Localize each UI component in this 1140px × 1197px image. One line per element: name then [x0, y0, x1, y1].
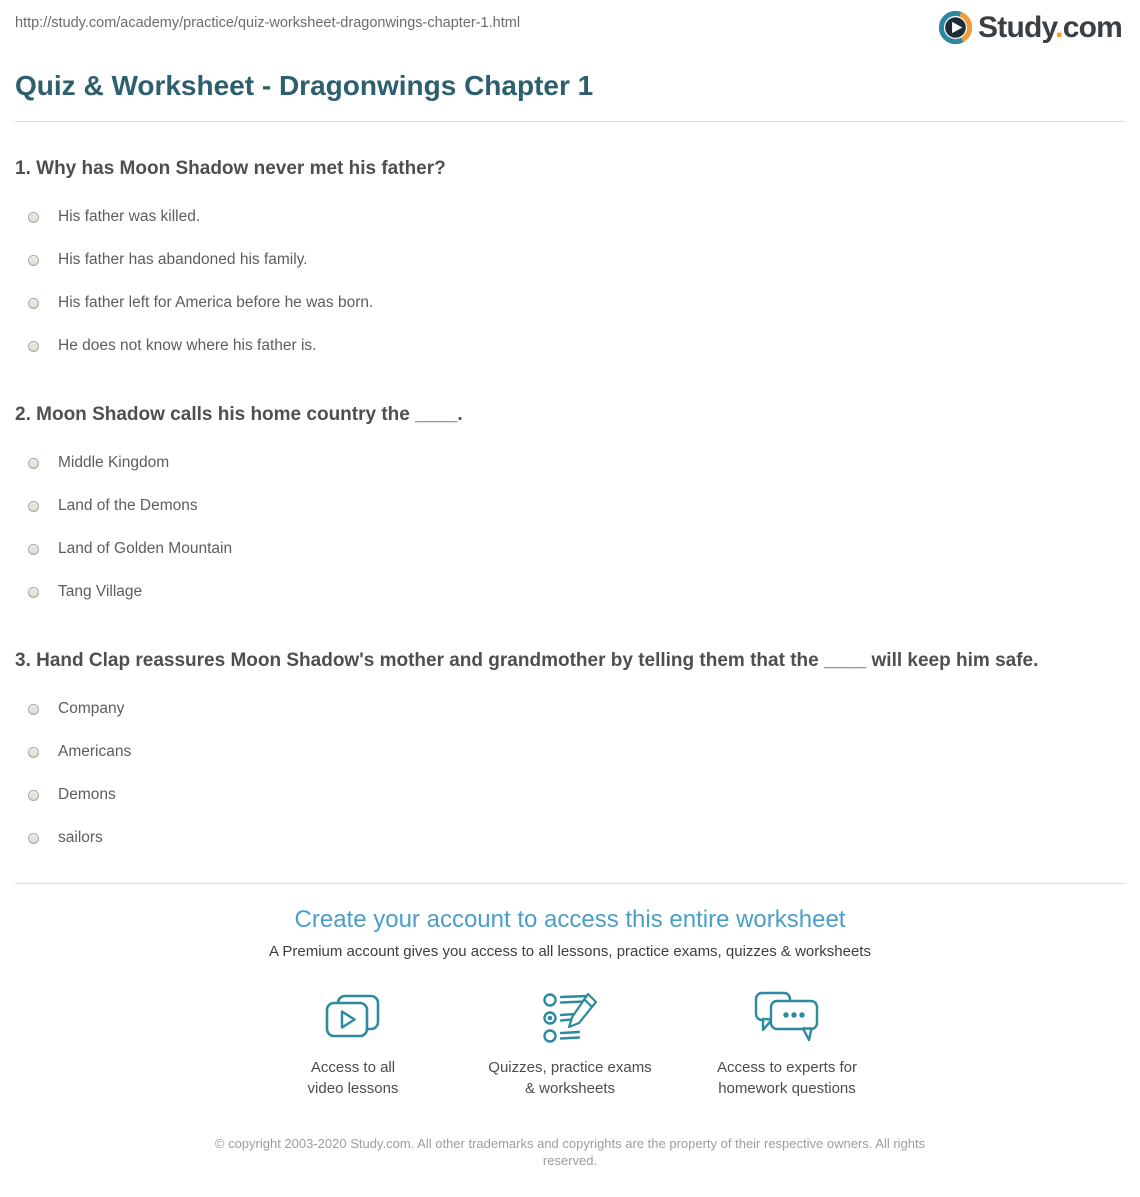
question-3-option-2[interactable]	[28, 743, 1125, 761]
option-label: Land of Golden Mountain	[58, 540, 233, 557]
option-label: Land of the Demons	[58, 497, 198, 514]
radio-button[interactable]	[28, 255, 39, 266]
option-label: His father left for America before he was born.	[58, 294, 374, 311]
radio-button[interactable]	[28, 341, 39, 352]
option-label: He does not know where his father is.	[58, 337, 317, 354]
page-url: http://study.com/academy/practice/quiz-worksheet-dragonwings-chapter-1.html	[15, 15, 521, 31]
option-label: Company	[58, 700, 125, 717]
copyright-text: © copyright 2003-2020 Study.com. All other trademarks and copyrights are the property of their respective owners. All rights reserved.	[214, 1136, 926, 1168]
studycom-play-icon	[938, 10, 973, 45]
question-1-option-1[interactable]	[28, 208, 1125, 226]
radio-button[interactable]	[28, 501, 39, 512]
question-3	[15, 647, 1125, 847]
radio-button[interactable]	[28, 544, 39, 555]
option-label: Middle Kingdom	[58, 454, 170, 471]
radio-button[interactable]	[28, 704, 39, 715]
option-label: His father has abandoned his family.	[58, 251, 308, 268]
feature-expert-help	[679, 990, 896, 1099]
cta-divider	[15, 883, 1125, 884]
header-bar	[0, 0, 1140, 54]
feature-row	[15, 990, 1125, 1099]
option-label: sailors	[58, 829, 103, 846]
radio-button[interactable]	[28, 212, 39, 223]
video-lessons-icon	[324, 994, 382, 1044]
question-2	[15, 401, 1125, 601]
question-2-text: 2. Moon Shadow calls his home country the ____.	[15, 404, 463, 425]
radio-button[interactable]	[28, 790, 39, 801]
feature-label: Access to experts for homework questions	[716, 1059, 858, 1097]
radio-button[interactable]	[28, 298, 39, 309]
option-label: Tang Village	[58, 583, 143, 600]
question-1-option-2[interactable]	[28, 251, 1125, 269]
question-2-option-3[interactable]	[28, 540, 1125, 558]
question-1-option-4[interactable]	[28, 337, 1125, 355]
studycom-logo[interactable]	[938, 10, 1122, 45]
question-1	[15, 155, 1125, 355]
question-3-text: 3. Hand Clap reassures Moon Shadow's mother and grandmother by telling them that the ____ will keep him safe.	[15, 650, 1039, 671]
option-label: Demons	[58, 786, 116, 803]
radio-button[interactable]	[28, 587, 39, 598]
question-1-text: 1. Why has Moon Shadow never met his father?	[15, 158, 446, 179]
cta-heading: Create your account to access this entire worksheet	[294, 906, 846, 933]
question-2-option-4[interactable]	[28, 583, 1125, 601]
question-3-option-3[interactable]	[28, 786, 1125, 804]
radio-button[interactable]	[28, 833, 39, 844]
question-3-option-4[interactable]	[28, 829, 1125, 847]
question-2-option-1[interactable]	[28, 454, 1125, 472]
title-divider	[15, 121, 1125, 122]
quiz-worksheet-icon	[541, 992, 599, 1044]
feature-quizzes-worksheets	[462, 990, 679, 1099]
feature-label: Access to all video lessons	[307, 1059, 399, 1097]
question-1-option-3[interactable]	[28, 294, 1125, 312]
studycom-logo-text: Study.com	[978, 10, 1122, 44]
option-label: Americans	[58, 743, 132, 760]
feature-label: Quizzes, practice exams & worksheets	[488, 1059, 652, 1097]
radio-button[interactable]	[28, 747, 39, 758]
option-label: His father was killed.	[58, 208, 201, 225]
question-2-option-2[interactable]	[28, 497, 1125, 515]
chat-experts-icon	[753, 990, 821, 1044]
cta-subheading: A Premium account gives you access to all lessons, practice exams, quizzes & worksheets	[269, 943, 871, 960]
feature-video-lessons	[245, 990, 462, 1099]
worksheet-content	[0, 70, 1140, 1169]
question-3-option-1[interactable]	[28, 700, 1125, 718]
page-title: Quiz & Worksheet - Dragonwings Chapter 1	[15, 70, 594, 101]
radio-button[interactable]	[28, 458, 39, 469]
